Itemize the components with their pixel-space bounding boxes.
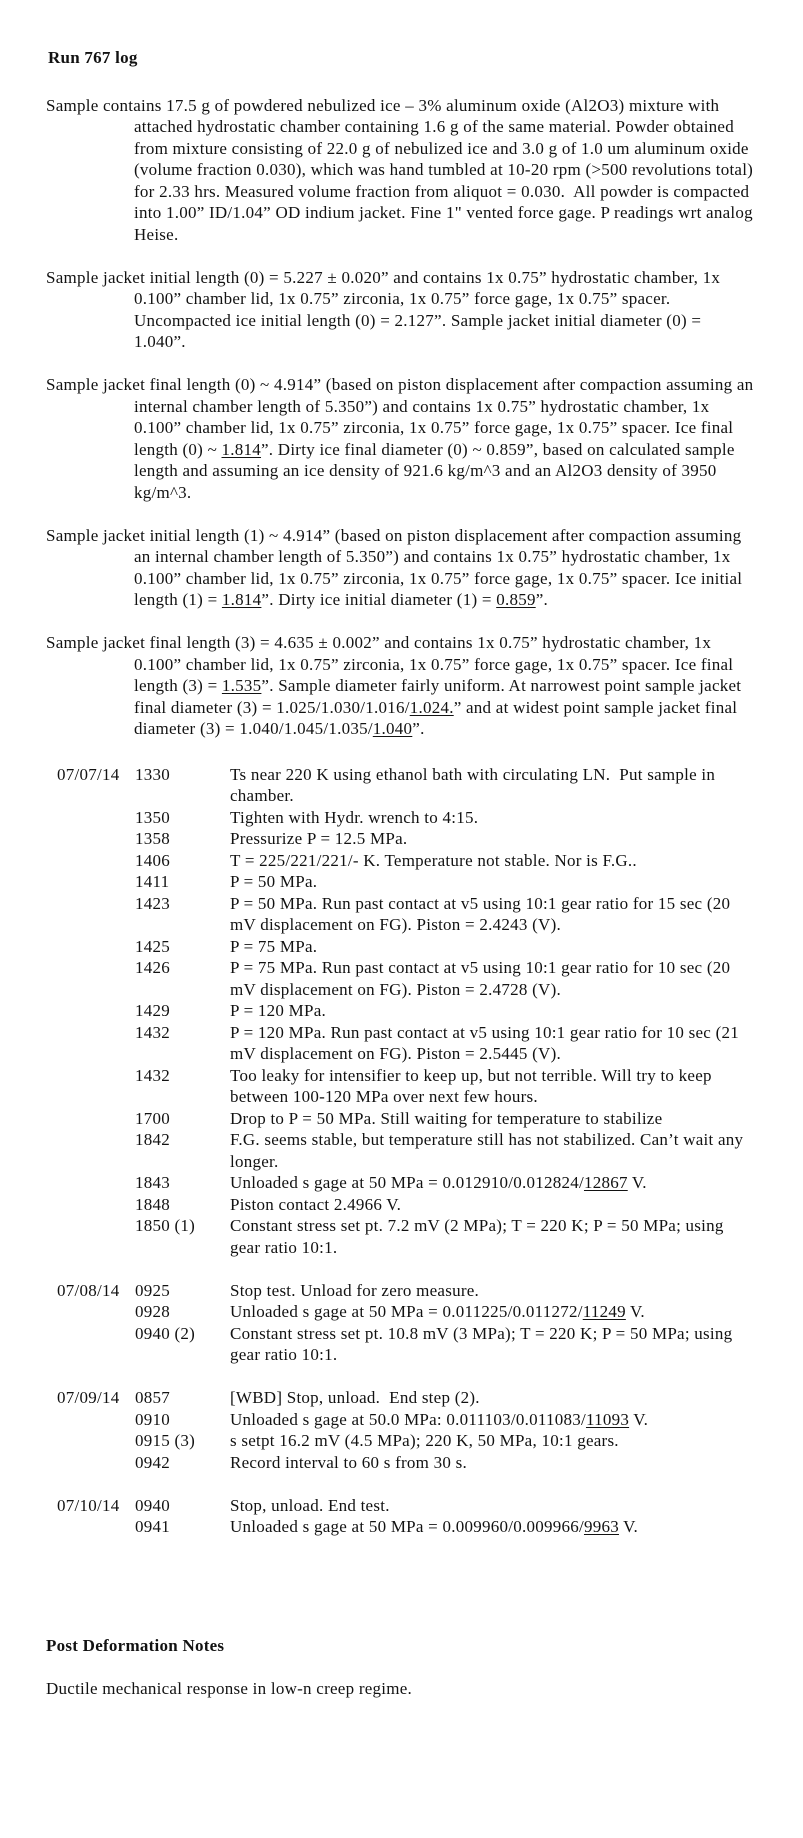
text-segment: Too leaky for intensifier to keep up, but not terrible. Will try to keep between 100-120 MPa over next few hours. <box>230 1065 717 1106</box>
paragraph-1 <box>46 95 758 246</box>
log-description <box>230 871 757 893</box>
text-segment: P = 75 MPa. Run past contact at v5 using 10:1 gear ratio for 10 sec (20 mV displacement on FG). Piston = 2.4728 (V). <box>230 958 735 999</box>
log-time: 1850 (1) <box>135 1216 196 1235</box>
log-row <box>46 1387 757 1409</box>
underlined-value: 11249 <box>582 1302 626 1321</box>
paragraph-5 <box>46 632 757 740</box>
log-time: 1843 <box>135 1173 170 1192</box>
log-time: 0940 (2) <box>135 1323 196 1343</box>
log-description <box>230 828 757 850</box>
text-segment: s setpt 16.2 mV (4.5 MPa); 220 K, 50 MPa, 10:1 gears. <box>230 1431 619 1450</box>
log-description <box>230 1387 757 1409</box>
log-description <box>230 936 757 958</box>
log-row <box>46 957 757 1000</box>
log-row <box>46 1280 757 1302</box>
text-segment: [WBD] Stop, unload. End step (2). <box>230 1388 480 1407</box>
text-segment: P = 120 MPa. <box>230 1001 327 1020</box>
log-date: 07/08/14 <box>57 1280 120 1300</box>
log-description <box>230 1194 757 1216</box>
text-segment: P = 50 MPa. <box>230 872 318 891</box>
log-time: 1330 <box>135 764 170 784</box>
text-segment: V. <box>627 1173 647 1192</box>
log-date: 07/07/14 <box>57 764 120 784</box>
log-row <box>46 828 757 850</box>
log-row <box>46 764 757 807</box>
log-time: 1700 <box>135 1108 170 1128</box>
text-segment: Sample jacket final length (0) ~ 4.914” (based on piston displacement after compaction assuming an internal chamber length of 5.350”) and contains 1x 0.75” hydrostatic chamber, 1x 0.100” chamber lid, 1x 0.75” zirconia, 1x 0.75” force gage, 1x 0.75” spacer. Ice final length (0) ~ <box>46 375 758 459</box>
log-description <box>230 1323 757 1366</box>
log-time: 0925 <box>135 1280 170 1300</box>
log-description <box>230 807 757 829</box>
log-time: 1432 <box>135 1065 170 1085</box>
log-group-07-08-14 <box>46 1280 757 1366</box>
text-segment: Sample jacket final length (3) = 4.635 ± 0.002” and contains 1x 0.75” hydrostatic chamber, 1x 0.100” chamber lid, 1x 0.75” zirconia, 1x 0.75” force gage, 1x 0.75” spacer. Ice final length (3) = <box>46 633 738 695</box>
log-description <box>230 1452 757 1474</box>
log-row <box>46 1172 757 1194</box>
underlined-value: 1.814 <box>221 439 262 459</box>
text-segment: T = 225/221/221/- K. Temperature not stable. Nor is F.G.. <box>230 850 637 870</box>
log-description <box>230 1409 757 1431</box>
log-row <box>46 850 757 872</box>
post-deformation-section <box>46 1635 757 1700</box>
text-segment: ”. <box>535 590 548 609</box>
log-row <box>46 1323 757 1366</box>
log-description <box>230 1022 757 1065</box>
text-segment: Drop to P = 50 MPa. Still waiting for temperature to stabilize <box>230 1108 663 1128</box>
log-description <box>230 957 757 1000</box>
log-time: 1425 <box>135 936 170 956</box>
underlined-value: 1.040 <box>372 719 413 738</box>
log-description <box>230 850 757 872</box>
text-segment: Ts near 220 K using ethanol bath with circulating LN. Put sample in chamber. <box>230 764 720 805</box>
log-description <box>230 764 757 807</box>
log-time: 1432 <box>135 1022 170 1042</box>
log-group-07-10-14 <box>46 1495 757 1538</box>
log-date: 07/09/14 <box>57 1388 120 1407</box>
log-time: 0915 (3) <box>135 1431 196 1450</box>
text-segment: Sample contains 17.5 g of powdered nebulized ice – 3% aluminum oxide (Al2O3) mixture with attached hydrostatic chamber containing 1.6 g of the same material. Powder obtained from mixture consisting of 22.0 g of nebulized ice and 3.0 g of 1.0 um aluminum oxide (volume fraction 0.030), which was hand tumbled at 10-20 rpm (>500 revolutions total) for 2.33 hrs. Measured volume fraction from aliquot = 0.030. All powder is compacted into 1.00” ID/1.04” OD indium jacket. Fine 1" vented force gage. P readings wrt analog Heise. <box>46 95 758 244</box>
log-row <box>46 1430 757 1452</box>
text-segment: Stop test. Unload for zero measure. <box>230 1280 480 1300</box>
log-description <box>230 1516 757 1538</box>
text-segment: Record interval to 60 s from 30 s. <box>230 1452 468 1472</box>
paragraph-2 <box>46 267 757 353</box>
log-row <box>46 807 757 829</box>
log-row <box>46 1516 757 1538</box>
log-date: 07/10/14 <box>57 1495 120 1515</box>
log-time: 0942 <box>135 1452 170 1472</box>
text-segment: Sample jacket initial length (1) ~ 4.914” (based on piston displacement after compaction assuming an internal chamber length of 5.350”) and contains 1x 0.75” hydrostatic chamber, 1x 0.100” chamber lid, 1x 0.75” zirconia, 1x 0.75” force gage, 1x 0.75” spacer. Ice initial length (1) = <box>46 525 747 609</box>
text-segment: Constant stress set pt. 10.8 mV (3 MPa); T = 220 K; P = 50 MPa; using gear ratio 10:1. <box>230 1323 737 1364</box>
log-description <box>230 1215 757 1258</box>
log-description <box>230 1280 757 1302</box>
document-title: Run 767 log <box>48 48 138 67</box>
log-time: 1358 <box>135 829 170 848</box>
text-segment: F.G. seems stable, but temperature still has not stabilized. Can’t wait any longer. <box>230 1130 748 1171</box>
text-segment: Unloaded s gage at 50 MPa = 0.011225/0.011272/ <box>230 1302 583 1321</box>
underlined-value: 0.859 <box>496 590 536 609</box>
text-segment: ”. Dirty ice final diameter (0) ~ 0.859”, based on calculated sample length and assuming an ice density of 921.6 kg/m^3 and an Al2O3 density of 3950 kg/m^3. <box>134 439 740 502</box>
log-description <box>230 1301 757 1323</box>
log-time: 1350 <box>135 807 170 827</box>
text-segment: Unloaded s gage at 50.0 MPa: 0.011103/0.011083/ <box>230 1409 586 1429</box>
post-notes-heading: Post Deformation Notes <box>46 1635 225 1655</box>
log-row <box>46 1000 757 1022</box>
underlined-value: 1.535 <box>221 676 262 695</box>
log-time: 1429 <box>135 1001 170 1020</box>
underlined-value: 9963 <box>583 1517 619 1536</box>
log-row <box>46 871 757 893</box>
log-row <box>46 1065 757 1108</box>
log-description <box>230 1108 757 1130</box>
log-group-07-09-14 <box>46 1387 757 1473</box>
log-time: 1848 <box>135 1194 170 1214</box>
text-segment: Tighten with Hydr. wrench to 4:15. <box>230 807 479 827</box>
text-segment: ”. <box>412 719 425 738</box>
log-row <box>46 1215 757 1258</box>
log-time: 0928 <box>135 1302 170 1321</box>
text-segment: ” and at widest point sample jacket final diameter (3) = 1.040/1.045/1.035/ <box>134 697 742 738</box>
text-segment: Unloaded s gage at 50 MPa = 0.012910/0.012824/ <box>230 1173 584 1192</box>
underlined-value: 12867 <box>583 1173 628 1192</box>
log-row <box>46 1301 757 1323</box>
log-row <box>46 1022 757 1065</box>
log-time: 1406 <box>135 850 170 870</box>
text-segment: V. <box>629 1409 649 1429</box>
text-segment: Sample jacket initial length (0) = 5.227 ± 0.020” and contains 1x 0.75” hydrostatic chamber, 1x 0.100” chamber lid, 1x 0.75” zirconia, 1x 0.75” force gage, 1x 0.75” spacer. Uncompacted ice initial length (0) = 2.127”. Sample jacket initial diameter (0) = 1.040”. <box>46 267 725 351</box>
log-row <box>46 1108 757 1130</box>
text-segment: V. <box>618 1517 638 1536</box>
log-time: 1426 <box>135 958 170 977</box>
log-description <box>230 1172 757 1194</box>
log-time: 1423 <box>135 893 170 913</box>
log-description <box>230 1000 757 1022</box>
underlined-value: 11093 <box>585 1409 630 1429</box>
log-row <box>46 1495 757 1517</box>
log-description <box>230 1495 757 1517</box>
underlined-value: 1.814 <box>221 590 262 609</box>
underlined-value: 1.024. <box>409 697 454 717</box>
log-time: 1842 <box>135 1130 170 1149</box>
log-description <box>230 1065 757 1108</box>
sample-description-section <box>46 95 757 740</box>
log-time: 0857 <box>135 1388 170 1407</box>
log-time: 0941 <box>135 1517 170 1536</box>
log-row <box>46 936 757 958</box>
log-time: 1411 <box>135 872 170 891</box>
run-log-table <box>46 764 757 1538</box>
log-row <box>46 1452 757 1474</box>
log-description <box>230 893 757 936</box>
text-segment: ”. Sample diameter fairly uniform. At narrowest point sample jacket final diameter (3) = 1.025/1.030/1.016/ <box>134 676 746 717</box>
log-row <box>46 1194 757 1216</box>
log-row <box>46 1409 757 1431</box>
text-segment: Unloaded s gage at 50 MPa = 0.009960/0.009966/ <box>230 1517 584 1536</box>
text-segment: P = 50 MPa. Run past contact at v5 using 10:1 gear ratio for 15 sec (20 mV displacement on FG). Piston = 2.4243 (V). <box>230 893 735 934</box>
text-segment: Pressurize P = 12.5 MPa. <box>230 829 408 848</box>
text-segment: Stop, unload. End test. <box>230 1495 390 1515</box>
log-description <box>230 1430 757 1452</box>
text-segment: P = 120 MPa. Run past contact at v5 using 10:1 gear ratio for 10 sec (21 mV displacement on FG). Piston = 2.5445 (V). <box>230 1022 744 1063</box>
text-segment: Constant stress set pt. 7.2 mV (2 MPa); T = 220 K; P = 50 MPa; using gear ratio 10:1. <box>230 1216 729 1257</box>
log-time: 0940 <box>135 1495 170 1515</box>
log-description <box>230 1129 757 1172</box>
log-row <box>46 893 757 936</box>
post-notes-text: Ductile mechanical response in low-n creep regime. <box>46 1678 413 1698</box>
paragraph-4 <box>46 525 757 611</box>
log-time: 0910 <box>135 1409 170 1429</box>
log-row <box>46 1129 757 1172</box>
paragraph-3 <box>46 374 758 503</box>
text-segment: V. <box>625 1302 645 1321</box>
text-segment: Piston contact 2.4966 V. <box>230 1194 402 1214</box>
text-segment: P = 75 MPa. <box>230 936 318 956</box>
text-segment: ”. Dirty ice initial diameter (1) = <box>261 590 497 609</box>
log-group-07-07-14 <box>46 764 757 1259</box>
